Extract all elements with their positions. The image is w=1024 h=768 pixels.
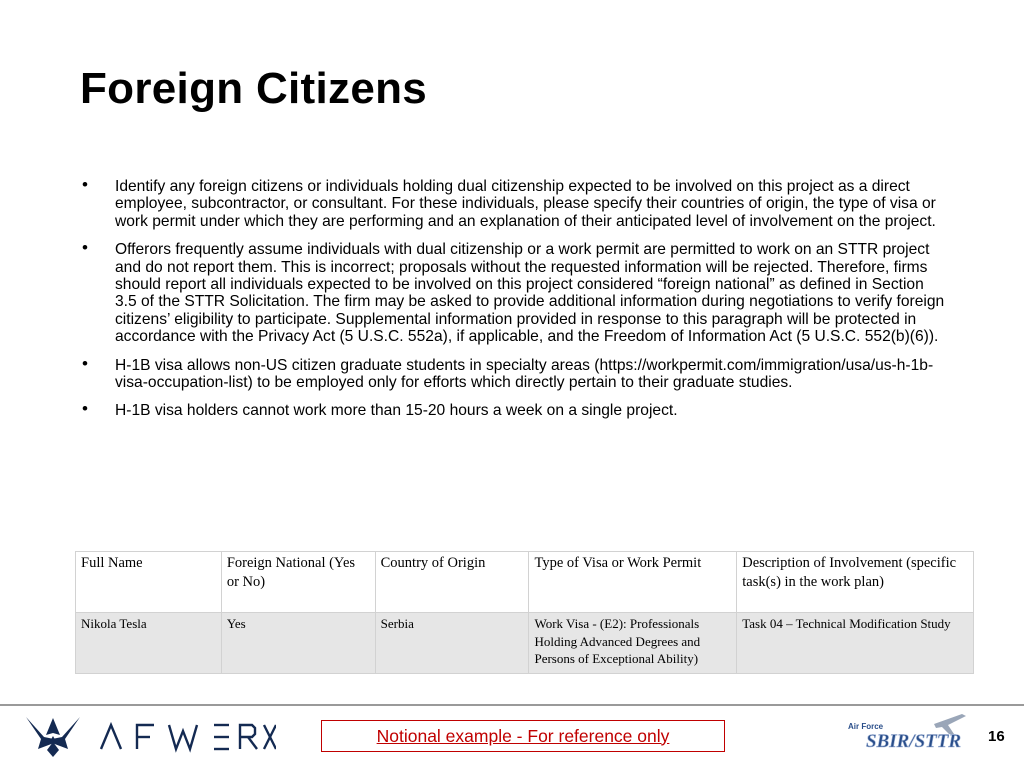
bullet-list xyxy=(82,178,948,431)
table-cell: Nikola Tesla xyxy=(76,613,222,674)
afwerx-wordmark xyxy=(101,725,276,749)
header-visa-type: Type of Visa or Work Permit xyxy=(529,552,737,613)
table-header-row xyxy=(76,552,974,613)
page-title: Foreign Citizens xyxy=(80,64,428,113)
table-cell: Work Visa - (E2): Professionals Holding Advanced Degrees and Persons of Exceptional Ability) xyxy=(529,613,737,674)
footer-divider xyxy=(0,704,1024,706)
table-cell: Task 04 – Technical Modification Study xyxy=(737,613,974,674)
foreign-citizens-table xyxy=(75,551,974,674)
header-full-name: Full Name xyxy=(76,552,222,613)
page-number: 16 xyxy=(988,728,1005,745)
sbir-sttr-logo xyxy=(836,712,976,759)
table-row xyxy=(76,613,974,674)
header-description: Description of Involvement (specific task(s) in the work plan) xyxy=(737,552,974,613)
bullet-item: • H-1B visa allows non-US citizen graduate students in specialty areas (https://workpermit.com/immigration/usa/us-h-1b-visa-occupation-list) to be employed only for efforts which directly pertain to their graduate studies. xyxy=(82,357,948,392)
afwerx-logo xyxy=(26,713,276,764)
bullet-item: • Identify any foreign citizens or individuals holding dual citizenship expected to be involved on this project as a direct employee, subcontractor, or consultant. For these individuals, please specify their countries of origin, the type of visa or work permit under which they are performing and an explanation of their anticipated level of involvement on the project. xyxy=(82,178,948,230)
table-cell: Serbia xyxy=(375,613,529,674)
bullet-item: • Offerors frequently assume individuals with dual citizenship or a work permit are permitted to work on an STTR project and do not report them. This is incorrect; proposals without the requested information will be rejected. Therefore, firms should report all individuals expected to be involved on this project considered “foreign national” as defined in Section 3.5 of the STTR Solicitation. The firm may be asked to provide additional information during negotiations to verify foreign citizens’ eligibility to participate. Supplemental information provided in response to this paragraph will be protected in accordance with the Privacy Act (5 U.S.C. 552a), if applicable, and the Freedom of Information Act (5 U.S.C. 552(b)(6)). xyxy=(82,241,948,345)
header-foreign-national: Foreign National (Yes or No) xyxy=(221,552,375,613)
sbir-logo-top-text: Air Force xyxy=(848,722,884,731)
bullet-item: • H-1B visa holders cannot work more than 15-20 hours a week on a single project. xyxy=(82,402,948,419)
air-force-wings-icon xyxy=(26,717,80,757)
header-country-of-origin: Country of Origin xyxy=(375,552,529,613)
sbir-logo-main-text: SBIR/STTR xyxy=(866,731,962,752)
table-cell: Yes xyxy=(221,613,375,674)
notional-example-notice: Notional example - For reference only xyxy=(321,720,725,752)
